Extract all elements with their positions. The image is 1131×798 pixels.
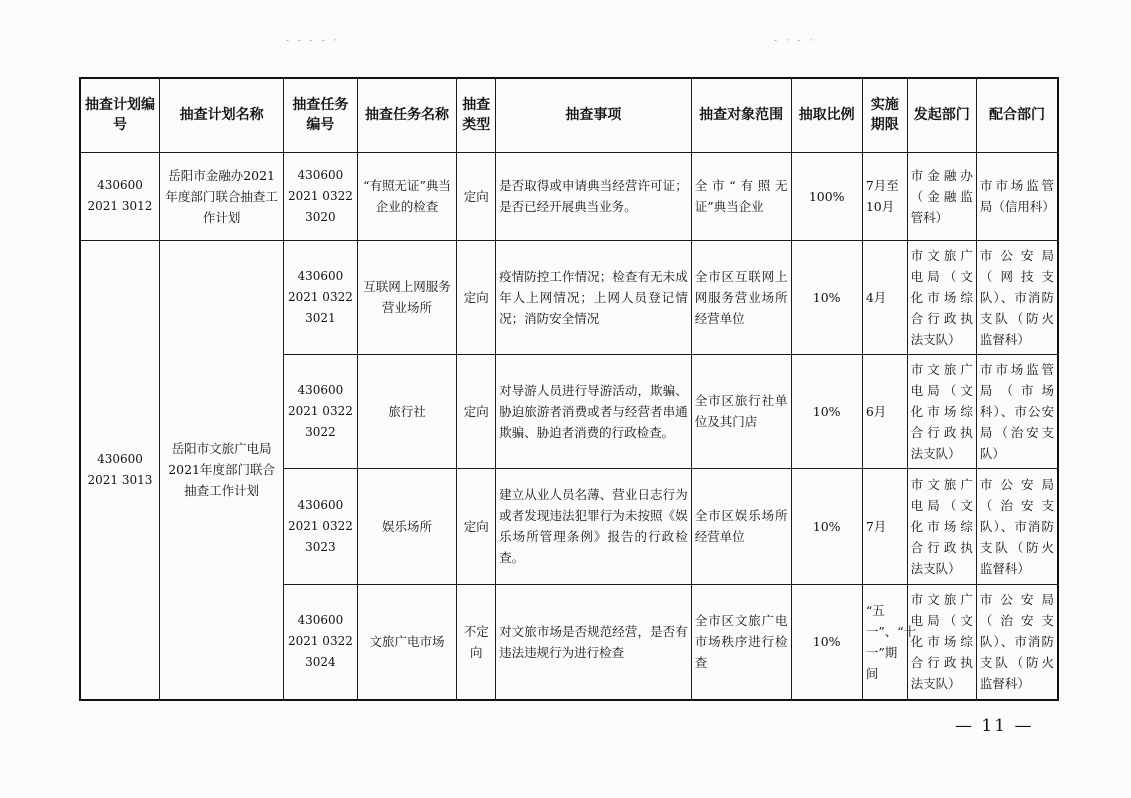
header-items: 抽查事项 [496, 78, 692, 152]
scope-cell: 全市区文旅广电市场秩序进行检查 [691, 584, 791, 700]
scan-speck-left: - - - - · [286, 36, 340, 46]
header-period: 实施期限 [862, 78, 907, 152]
coop-cell: 市公安局（治安支队）、市消防支队（防火监督科） [976, 468, 1058, 584]
period-cell: 4月 [862, 240, 907, 354]
task-no-cell: 430600 2021 0322 3020 [284, 152, 357, 240]
period-cell: 6月 [862, 354, 907, 468]
plan-name-cell: 岳阳市文旅广电局2021年度部门联合抽查工作计划 [159, 240, 283, 700]
coop-cell: 市市场监管局（信用科） [976, 152, 1058, 240]
ratio-cell: 10% [791, 468, 862, 584]
items-cell: 建立从业人员名薄、营业日志行为或者发现违法犯罪行为未按照《娱乐场所管理条例》报告的行政检查。 [496, 468, 692, 584]
initiator-cell: 市文旅广电局（文化市场综合行政执法支队） [907, 468, 976, 584]
header-row [80, 78, 1058, 152]
items-cell: 对文旅市场是否规范经营，是否有违法违规行为进行检查 [496, 584, 692, 700]
task-no-cell: 430600 2021 0322 3023 [284, 468, 357, 584]
type-cell: 定向 [457, 468, 496, 584]
table-row [80, 240, 1058, 354]
type-cell: 定向 [457, 152, 496, 240]
task-name-cell: “有照无证”典当企业的检查 [357, 152, 457, 240]
task-name-cell: 互联网上网服务营业场所 [357, 240, 457, 354]
header-task-name: 抽查任务名称 [357, 78, 457, 152]
items-cell: 疫情防控工作情况；检查有无未成年人上网情况；上网人员登记情况；消防安全情况 [496, 240, 692, 354]
initiator-cell: 市文旅广电局（文化市场综合行政执法支队） [907, 584, 976, 700]
header-coop: 配合部门 [976, 78, 1058, 152]
items-cell: 对导游人员进行导游活动，欺骗、胁迫旅游者消费或者与经营者串通欺骗、胁迫者消费的行政检查。 [496, 354, 692, 468]
header-scope: 抽查对象范围 [691, 78, 791, 152]
initiator-cell: 市文旅广电局（文化市场综合行政执法支队） [907, 354, 976, 468]
header-plan-name: 抽查计划名称 [159, 78, 283, 152]
task-name-cell: 文旅广电市场 [357, 584, 457, 700]
coop-cell: 市公安局（网技支队）、市消防支队（防火监督科） [976, 240, 1058, 354]
initiator-cell: 市文旅广电局（文化市场综合行政执法支队） [907, 240, 976, 354]
header-task-no: 抽查任务编号 [284, 78, 357, 152]
task-name-cell: 旅行社 [357, 354, 457, 468]
plan-no-cell: 430600 2021 3013 [80, 240, 159, 700]
header-ratio: 抽取比例 [791, 78, 862, 152]
coop-cell: 市公安局（治安支队）、市消防支队（防火监督科） [976, 584, 1058, 700]
ratio-cell: 100% [791, 152, 862, 240]
plan-name-cell: 岳阳市金融办2021年度部门联合抽查工作计划 [159, 152, 283, 240]
task-no-cell: 430600 2021 0322 3021 [284, 240, 357, 354]
items-cell: 是否取得或申请典当经营许可证；是否已经开展典当业务。 [496, 152, 692, 240]
scan-speck-right: - · - · [774, 36, 816, 46]
ratio-cell: 10% [791, 354, 862, 468]
plan-no-cell: 430600 2021 3012 [80, 152, 159, 240]
spot-check-table [79, 77, 1059, 701]
scope-cell: 全市区娱乐场所经营单位 [691, 468, 791, 584]
period-cell: 7月 [862, 468, 907, 584]
header-initiator: 发起部门 [907, 78, 976, 152]
header-type: 抽查类型 [457, 78, 496, 152]
task-no-cell: 430600 2021 0322 3024 [284, 584, 357, 700]
initiator-cell: 市金融办（金融监管科） [907, 152, 976, 240]
table-row [80, 152, 1058, 240]
type-cell: 定向 [457, 240, 496, 354]
ratio-cell: 10% [791, 240, 862, 354]
page-number: — 11 — [955, 716, 1034, 736]
period-cell: “五一”、“十一”期间 [862, 584, 907, 700]
type-cell: 不定向 [457, 584, 496, 700]
header-plan-no: 抽查计划编号 [80, 78, 159, 152]
scope-cell: 全市“有照无证”典当企业 [691, 152, 791, 240]
task-no-cell: 430600 2021 0322 3022 [284, 354, 357, 468]
scope-cell: 全市区旅行社单位及其门店 [691, 354, 791, 468]
scope-cell: 全市区互联网上网服务营业场所经营单位 [691, 240, 791, 354]
period-cell: 7月至10月 [862, 152, 907, 240]
ratio-cell: 10% [791, 584, 862, 700]
task-name-cell: 娱乐场所 [357, 468, 457, 584]
coop-cell: 市市场监管局（市场科）、市公安局（治安支队） [976, 354, 1058, 468]
type-cell: 定向 [457, 354, 496, 468]
